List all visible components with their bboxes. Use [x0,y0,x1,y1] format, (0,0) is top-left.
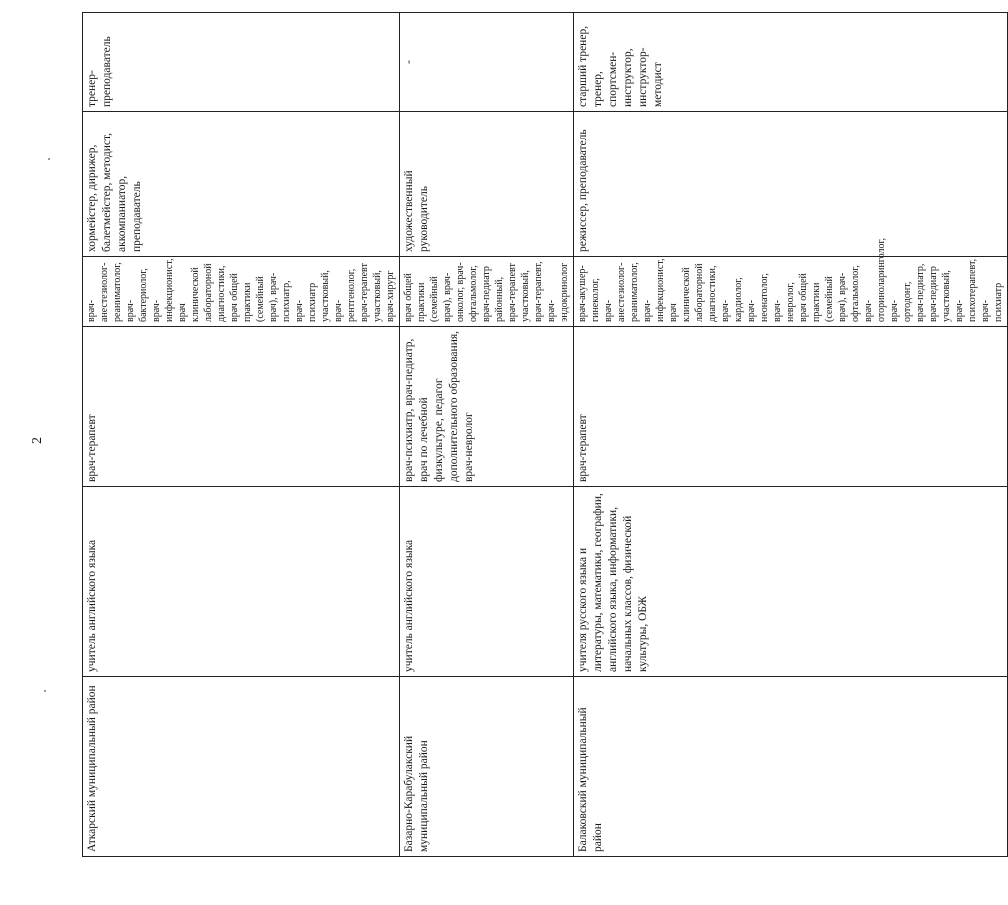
page-number: 2 [30,437,45,444]
rotated-table-scan [82,13,1004,857]
teachers-cell: учитель английского языка [83,487,400,677]
district-cell: Балаковский муниципальный район [574,677,1008,857]
table-row [400,13,574,857]
culture-cell: художественный руководитель [400,112,574,257]
table-row [574,13,1008,857]
sport-cell: тренер-преподаватель [83,13,400,112]
doctors-primary-cell: врач-терапевт [83,327,400,487]
teachers-cell: учителя русского языка и литературы, математики, географии, английского языка, информатики, начальных классов, физической культуры, ОБЖ [574,487,1008,677]
table-row [83,13,400,857]
doctors-primary-cell: врач-психиатр, врач-педиатр, врач по лечебной физкультуре, педагог дополнительного образования, врач-невролог [400,327,574,487]
doctors-other-cell: врач-акушер-гинеколог, врач-анестезиолог-реаниматолог, врач-инфекционист, врач клинической лабораторной диагностики, врач-кардиолог, врач-неонатолог, врач-невролог, врач общей практики (семейный врач), врач-офтальмолог, врач-оториноларинголог, врач-ортодонт, врач-педиатр, врач-педиатр участковый, врач-психотерапевт, врач-психиатр [574,257,1008,327]
culture-cell: хормейстер, дирижер, балетмейстер, методист, аккомпаниатор, преподаватель [83,112,400,257]
culture-cell: режиссер, преподаватель [574,112,1008,257]
district-cell: Базарно-Карабулакский муниципальный район [400,677,574,857]
doctors-other-cell: врач общей практики (семейный врач), врач-онколог, врач-офтальмолог, врач-педиатр районный, врач-терапевт участковый, врач-терапевт, врач-эндокринолог [400,257,574,327]
doctors-other-cell: врач-анестезиолог-реаниматолог, врач-бактериолог, врач-инфекционист, врач клинической лабораторной диагностики, врач общей практики (семейный врач), врач-психиатр, врач-психиатр участковый, врач-рентгенолог, врач-терапевт участковый, врач-хирург [83,257,400,327]
doctors-primary-cell: врач-терапевт [574,327,1008,487]
vacancies-table [82,12,1008,857]
sport-cell: - [400,13,574,112]
scan-speck [48,158,50,160]
sport-cell: старший тренер, тренер, спортсмен-инструктор, инструктор-методист [574,13,1008,112]
teachers-cell: учитель английского языка [400,487,574,677]
district-cell: Аткарский муниципальный район [83,677,400,857]
scan-speck [44,690,46,692]
